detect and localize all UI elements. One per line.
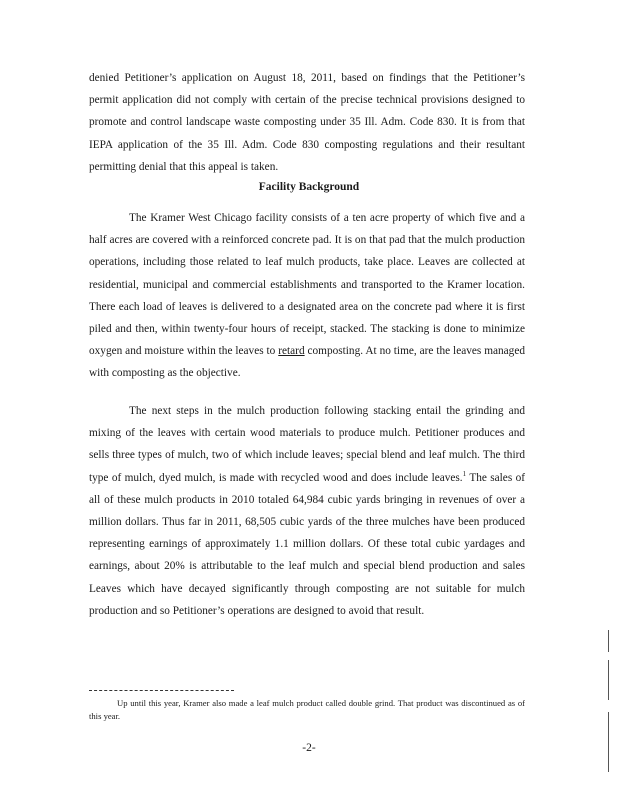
- paragraph-facility-text-1: The Kramer West Chicago facility consists of a ten acre property of which five and a half acres are covered with a reinforced concrete pad. It is on that pad that the mulch production operations, including those related to leaf mulch products, take place. Leaves are collected at residential, municipal and commercial establishments and transported to the Kramer location. There each load of leaves is delivered to a designated area on the concrete pad where it is first piled and then, within twenty-four hours of receipt, stacked. The stacking is done to minimize oxygen and moisture within the leaves to: [89, 212, 525, 358]
- paragraph-mulch: [89, 400, 525, 622]
- page-number: -2-: [302, 742, 316, 754]
- paragraph-facility: [89, 207, 525, 385]
- section-heading: Facility Background: [258, 181, 360, 193]
- paragraph-facility-text-2: composting. At no time, are the leaves managed with composting as the objective.: [89, 345, 525, 380]
- paragraph-mulch-text-2: The sales of all of these mulch products in 2010 totaled 64,984 cubic yards bringing in revenues of over a million dollars. Thus far in 2011, 68,505 cubic yards of the three mulches have been produced representing earnings of approximately 1.1 million dollars. Of these total cubic yardages and earnings, about 20% is attributable to the leaf mulch and special blend production and sales Leaves which have decayed significantly through composting are not suitable for mulch production and so Petitioner’s operations are designed to avoid that result.: [89, 471, 526, 617]
- footnote-separator: [89, 690, 234, 691]
- emphasis-retard: retard: [278, 345, 305, 358]
- scan-edge-mark: [608, 630, 609, 652]
- scan-edge-mark: [608, 712, 609, 772]
- paragraph-mulch-text-1: The next steps in the mulch production following stacking entail the grinding and mixing of the leaves with certain wood materials to produce mulch. Petitioner produces and sells three types of mulch, two of which include leaves; special blend and leaf mulch. The third type of mulch, dyed mulch, is made with recycled wood and does include leaves.: [89, 405, 525, 484]
- scan-edge-mark: [608, 660, 609, 700]
- footnote-reference: 1: [462, 469, 467, 478]
- paragraph-intro: denied Petitioner’s application on August 18, 2011, based on findings that the Petitioner’s permit application did not comply with certain of the precise technical provisions designed to promote and control landscape waste composting under 35 Ill. Adm. Code 830. It is from that IEPA application of the 35 Ill. Adm. Code 830 composting regulations and their resultant permitting denial that this appeal is taken.: [89, 72, 525, 173]
- footnote-text: Up until this year, Kramer also made a leaf mulch product called double grind. That product was discontinued as of this year.: [89, 698, 525, 721]
- footnote: [89, 697, 525, 723]
